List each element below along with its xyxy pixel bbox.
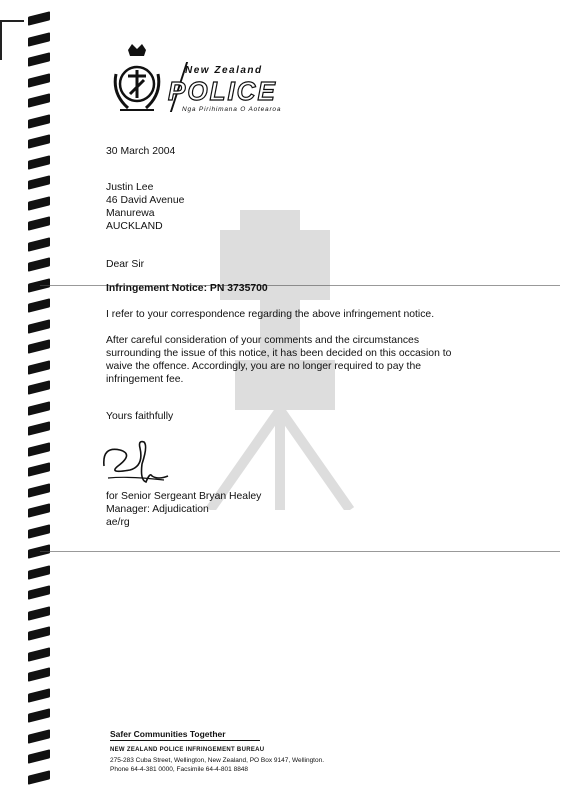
binding-mark [28, 134, 50, 148]
binding-mark [28, 647, 50, 661]
binding-mark [28, 73, 50, 87]
logo-police: POLICE [168, 76, 277, 106]
paragraph-2-line: surrounding the issue of this notice, it has been decided on this occasion to [106, 348, 452, 359]
binding-mark [28, 442, 50, 456]
binding-mark [28, 339, 50, 353]
binding-mark [28, 216, 50, 230]
paragraph-2-line: waive the offence. Accordingly, you are no longer required to pay the [106, 361, 421, 372]
binding-mark [28, 196, 50, 210]
binding-mark [28, 237, 50, 251]
paragraph-2-line: infringement fee. [106, 374, 184, 385]
logo-maori-text: Nga Pirihimana O Aotearoa [182, 106, 282, 113]
footer-slogan-text: Safer Communities Together [110, 729, 226, 739]
binding-mark [28, 626, 50, 640]
police-crest-icon [108, 44, 166, 116]
binding-mark [28, 360, 50, 374]
binding-mark [28, 503, 50, 517]
binding-mark [28, 462, 50, 476]
binding-mark [28, 585, 50, 599]
binding-mark [28, 708, 50, 722]
binding-mark [28, 483, 50, 497]
binding-mark [28, 667, 50, 681]
scan-corner-mark-vertical [0, 20, 2, 60]
nz-police-logo [108, 44, 318, 116]
binding-mark [28, 52, 50, 66]
binding-mark [28, 421, 50, 435]
binding-mark [28, 11, 50, 25]
binding-mark [28, 606, 50, 620]
salutation: Dear Sir [106, 259, 145, 270]
footer-bureau: NEW ZEALAND POLICE INFRINGEMENT BUREAU [110, 747, 265, 753]
binding-mark [28, 524, 50, 538]
address-line: Justin Lee [106, 182, 154, 193]
paragraph-2-line: After careful consideration of your comments and the circumstances [106, 335, 420, 346]
spiral-binding [28, 14, 56, 799]
logo-new-zealand: New Zealand [185, 65, 263, 76]
binding-mark [28, 380, 50, 394]
binding-mark [28, 319, 50, 333]
binding-mark [28, 688, 50, 702]
closing: Yours faithfully [106, 411, 174, 422]
binding-mark [28, 565, 50, 579]
footer-address-line: Phone 64-4-381 0000, Facsimile 64-4-801 8848 [110, 766, 249, 773]
footer-address [110, 756, 324, 774]
handwritten-signature [100, 436, 170, 486]
paragraph-1: I refer to your correspondence regarding the above infringement notice. [106, 309, 435, 320]
binding-mark [28, 175, 50, 189]
letter-date: 30 March 2004 [106, 146, 176, 157]
signatory-line: ae/rg [106, 517, 130, 528]
scan-rule [40, 551, 560, 552]
footer-slogan [110, 729, 260, 741]
binding-mark [28, 298, 50, 312]
binding-mark [28, 749, 50, 763]
binding-mark [28, 155, 50, 169]
binding-mark [28, 114, 50, 128]
binding-mark [28, 729, 50, 743]
footer-address-line: 275-283 Cuba Street, Wellington, New Zealand, PO Box 9147, Wellington. [110, 757, 325, 764]
signatory-line: for Senior Sergeant Bryan Healey [106, 491, 262, 502]
scan-corner-mark [0, 20, 24, 22]
binding-mark [28, 770, 50, 784]
binding-mark [28, 257, 50, 271]
binding-mark [28, 93, 50, 107]
address-line: AUCKLAND [106, 221, 163, 232]
subject-line: Infringement Notice: PN 3735700 [106, 283, 268, 294]
address-line: Manurewa [106, 208, 155, 219]
binding-mark [28, 32, 50, 46]
signatory-line: Manager: Adjudication [106, 504, 209, 515]
footer-slogan-underline [110, 740, 260, 741]
binding-mark [28, 401, 50, 415]
address-line: 46 David Avenue [106, 195, 185, 206]
